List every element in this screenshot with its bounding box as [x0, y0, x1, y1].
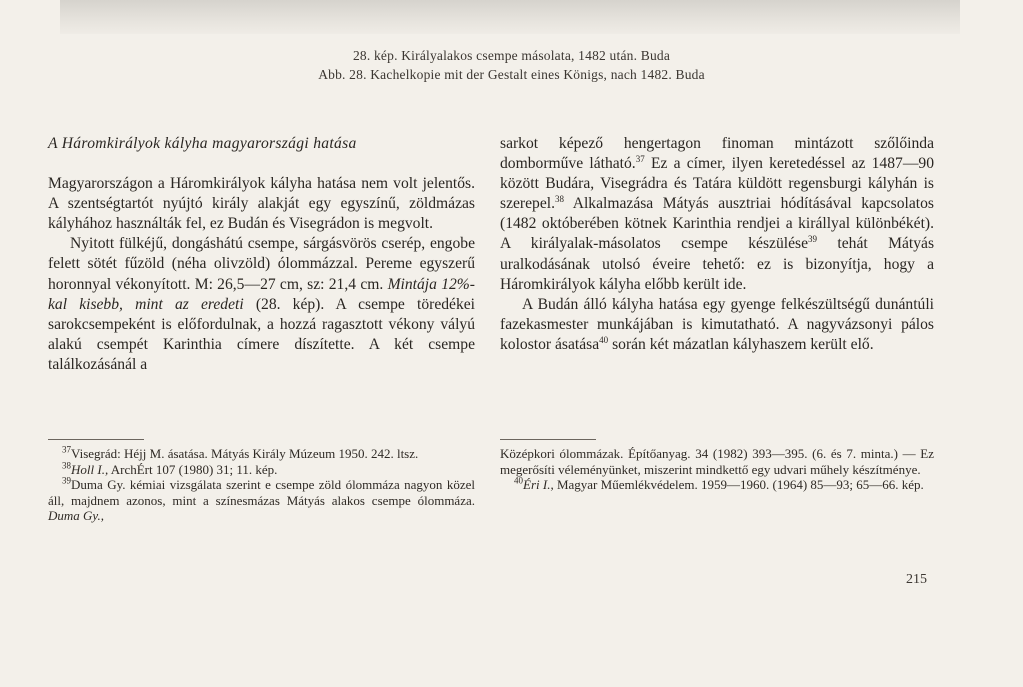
paragraph-2: Nyitott fülkéjű, dongáshátú csempe, sárgásvörös cserép, engobe felett sötét fűzöld (néha olivzöld) ólommázzal. Pereme egyszerű horonnyal vékonyított. M: 26,5—27 cm, sz: 21,4 cm. Mintája 12%-kal kisebb, mint az eredeti (28. kép). A csempe töredékei sarokcsempeként is előfordulnak, a hozzá ragasztott vékony vályú alakú csempét Karinthia címere díszítette. A két csempe találkozásánál a — [48, 235, 476, 373]
section-title: A Háromkirályok kályha magyarországi hatása — [48, 135, 357, 152]
figure-photo-bottom-edge — [60, 0, 960, 34]
footnote-ref-37: 37 — [635, 153, 645, 164]
italic-phrase: Mintája 12%-kal kisebb, mint az eredeti — [48, 275, 475, 313]
footnote-rule-right — [500, 439, 596, 440]
footnotes-left — [48, 446, 475, 524]
page-number: 215 — [906, 572, 927, 587]
footnote-40: $^{40}$Éri I., Magyar Műemlékvédelem. 1959—1960. (1964) 85—93; 65—66. kép. — [514, 475, 924, 493]
right-column — [500, 134, 934, 355]
footnote-39: $^{39}$Duma Gy. kémiai vizsgálata szerint e csempe zöld ólommáza nagyon közel áll, majdnem azonos, mint a színesmázas Mátyás alakos csempe ólommáza. Duma Gy., — [48, 475, 475, 524]
footnote-37: $^{37}$Visegrád: Héjj M. ásatása. Mátyás Király Múzeum 1950. 242. ltsz. — [62, 444, 419, 461]
footnote-ref-40: 40 — [599, 334, 609, 345]
footnote-39-continued: Középkori ólommázak. Építőanyag. 34 (1982) 393—395. (6. és 7. minta.) — Ez megerősíti véleményünket, miszerint mindkettő egy udvari műhely készítménye. — [500, 446, 934, 477]
paragraph-1: Magyarországon a Háromkirályok kályha hatása nem volt jelentős. A szentségtartót nyújtó király alakját egy egyszínű, zöldmázas kályhához használták fel, ez Budán és Visegrádon is megvolt. — [48, 175, 475, 233]
footnote-rule-left — [48, 439, 144, 440]
footnote-ref-39: 39 — [808, 234, 817, 245]
footnote-38: $^{38}$Holl I., ArchÉrt 107 (1980) 31; 11. kép. — [62, 460, 278, 477]
caption-hungarian: 28. kép. Királyalakos csempe másolata, 1482 után. Buda — [352, 48, 671, 63]
paragraph-3: sarkot képező hengertagon finoman mintázott szőlőinda domborműve látható.$^{37}$ Ez a címer, ilyen keretedéssel az 1487—90 között Budára, Visegrádra és Tatára küldött regensburgi kályhán is szerepel.$^{38}$ Alkalmazása Mátyás ausztriai hódításával kapcsolatos (1482 októberében kötnek Karinthia rendjei a királlyal különbékét). A királyalak-másolatos csempe készülése$^{39}$ tehát Mátyás uralkodásának utolsó éveire tehető: ez is bizonyítja, hogy a Háromkirályok kályha előbb került ide. — [500, 135, 935, 293]
figure-caption — [0, 46, 1023, 84]
paragraph-4: A Budán álló kályha hatása egy gyenge felkészültségű dunántúli fazekasmester munkájában is kimutatható. A nagyvázsonyi pálos kolostor ásatása$^{40}$ során két mázatlan kályhaszem került elő. — [500, 295, 934, 353]
caption-german: Abb. 28. Kachelkopie mit der Gestalt eines Königs, nach 1482. Buda — [318, 67, 705, 82]
footnote-ref-38: 38 — [554, 194, 564, 205]
left-column — [48, 134, 475, 375]
footnotes-right — [500, 446, 934, 493]
